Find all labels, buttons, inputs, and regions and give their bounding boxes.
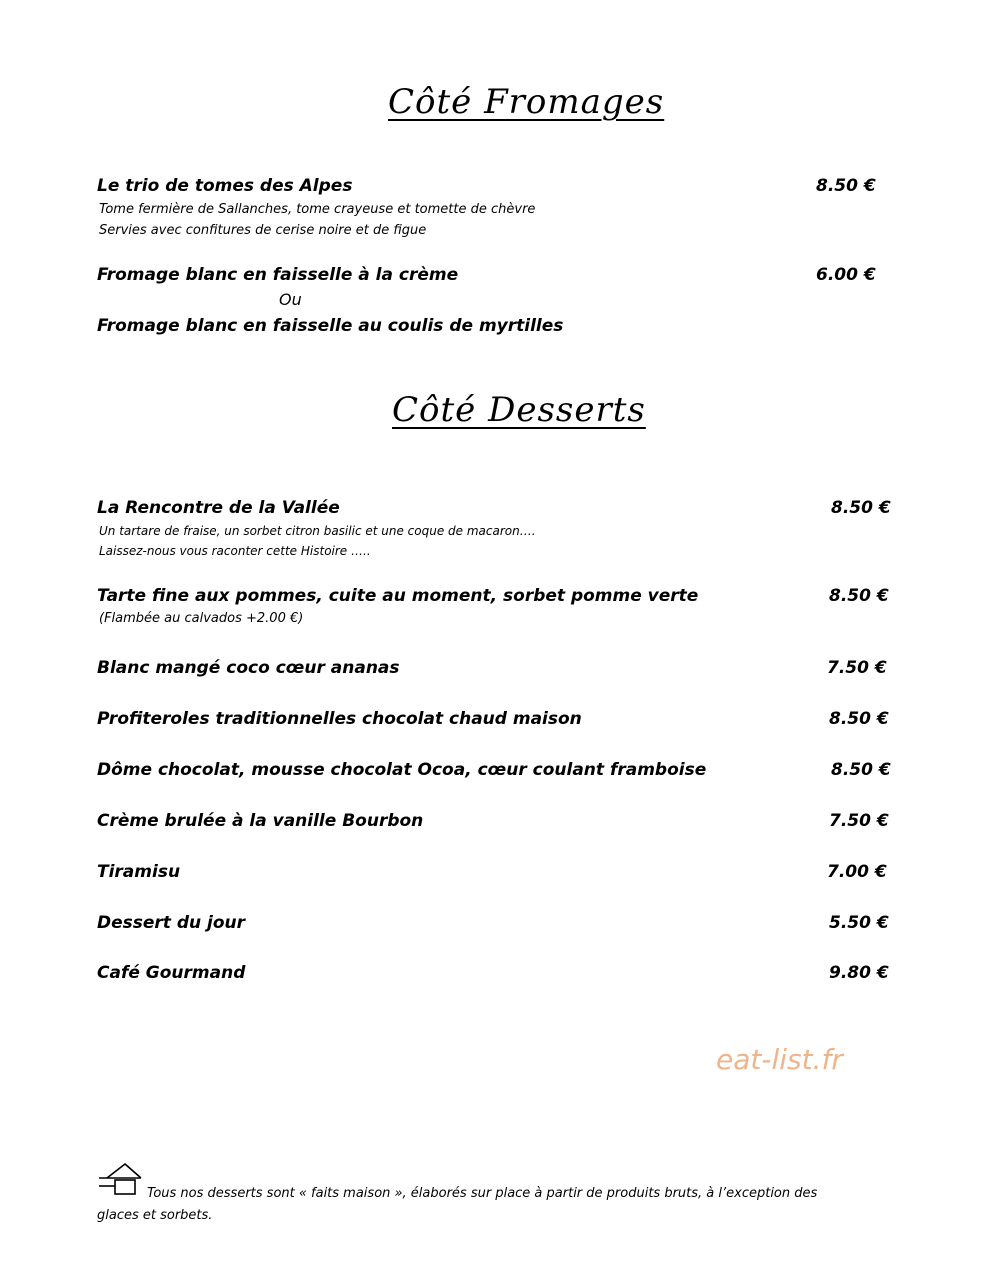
dessert-item-price: 7.00 € bbox=[827, 862, 887, 882]
dessert-item-price: 8.50 € bbox=[831, 498, 891, 518]
footnote-line-2: glaces et sorbets. bbox=[97, 1208, 213, 1223]
dessert-item-name: La Rencontre de la Vallée bbox=[97, 498, 340, 518]
dessert-item-price: 8.50 € bbox=[831, 760, 891, 780]
dessert-item-name: Tiramisu bbox=[97, 862, 181, 882]
dessert-item-price: 9.80 € bbox=[829, 963, 889, 983]
cheese-item-description: Tome fermière de Sallanches, tome crayeuse et tomette de chèvre bbox=[99, 202, 536, 217]
cheese-section-title: Côté Fromages bbox=[388, 82, 665, 122]
dessert-item-description: Laissez-nous vous raconter cette Histoire ….. bbox=[99, 544, 371, 558]
cheese-item-price: 6.00 € bbox=[816, 265, 876, 285]
dessert-item-name: Café Gourmand bbox=[97, 963, 246, 983]
dessert-item-price: 8.50 € bbox=[829, 709, 889, 729]
dessert-item-name: Dessert du jour bbox=[97, 913, 246, 933]
watermark: eat-list.fr bbox=[716, 1043, 843, 1076]
cheese-item-name: Fromage blanc en faisselle à la crème bbox=[97, 265, 459, 285]
cheese-item-or: Ou bbox=[279, 290, 302, 309]
footnote-line-1: Tous nos desserts sont « faits maison », élaborés sur place à partir de produits bruts, à l’exception des bbox=[147, 1186, 818, 1201]
dessert-item-description: (Flambée au calvados +2.00 €) bbox=[99, 611, 304, 626]
dessert-item-price: 7.50 € bbox=[827, 658, 887, 678]
dessert-item-description: Un tartare de fraise, un sorbet citron basilic et une coque de macaron…. bbox=[99, 524, 536, 538]
desserts-section-title: Côté Desserts bbox=[392, 390, 646, 430]
cheese-item-name-alt: Fromage blanc en faisselle au coulis de myrtilles bbox=[97, 316, 564, 336]
dessert-item-price: 5.50 € bbox=[829, 913, 889, 933]
dessert-item-price: 7.50 € bbox=[829, 811, 889, 831]
dessert-item-name: Crème brulée à la vanille Bourbon bbox=[97, 811, 424, 831]
dessert-item-name: Blanc mangé coco cœur ananas bbox=[97, 658, 400, 678]
cheese-item-description: Servies avec confitures de cerise noire et de figue bbox=[99, 223, 427, 238]
house-icon bbox=[97, 1160, 143, 1196]
dessert-item-name: Profiteroles traditionnelles chocolat chaud maison bbox=[97, 709, 582, 729]
cheese-item-name: Le trio de tomes des Alpes bbox=[97, 176, 353, 196]
dessert-item-price: 8.50 € bbox=[829, 586, 889, 606]
cheese-item-price: 8.50 € bbox=[816, 176, 876, 196]
dessert-item-name: Dôme chocolat, mousse chocolat Ocoa, cœur coulant framboise bbox=[97, 760, 707, 780]
dessert-item-name: Tarte fine aux pommes, cuite au moment, sorbet pomme verte bbox=[97, 586, 699, 606]
